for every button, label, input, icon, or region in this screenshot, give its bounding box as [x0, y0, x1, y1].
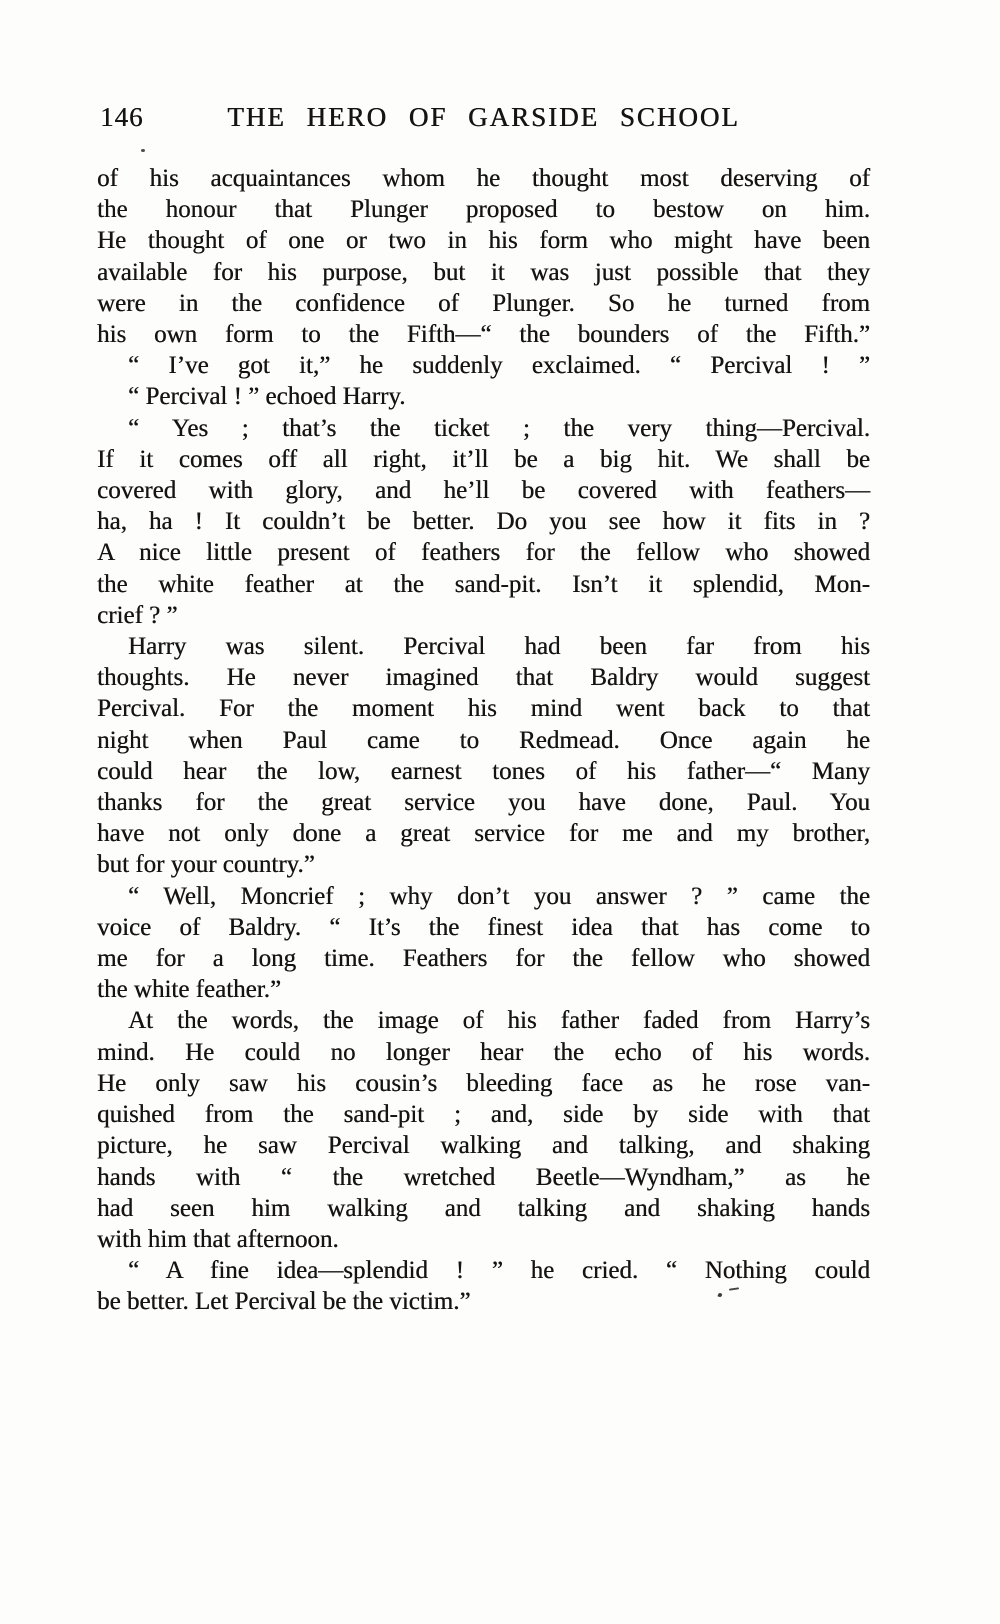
paragraph	[97, 381, 870, 412]
paragraph	[97, 631, 870, 881]
text-line: hands with “ the wretched Beetle—Wyndham,” as he	[97, 1163, 870, 1191]
text-line: “ A fine idea—splendid ! ” he cried. “ Nothing could	[128, 1257, 870, 1285]
text-line: available for his purpose, but it was just possible that they	[97, 258, 870, 286]
text-line: thoughts. He never imagined that Baldry would suggest	[97, 664, 870, 692]
text-line: crief ? ”	[97, 601, 178, 629]
text-line: Harry was silent. Percival had been far from his	[128, 633, 870, 661]
text-line: of his acquaintances whom he thought most deserving of	[97, 165, 870, 192]
text-line: A nice little present of feathers for the fellow who showed	[97, 539, 870, 567]
paragraph	[97, 881, 870, 1006]
text-line: At the words, the image of his father faded from Harry’s	[128, 1007, 870, 1035]
paragraph	[97, 1255, 870, 1317]
text-block	[97, 101, 870, 1318]
text-line: covered with glory, and he’ll be covered with feathers—	[97, 477, 870, 505]
text-line: quished from the sand-pit ; and, side by side with that	[97, 1101, 870, 1129]
text-line: be better. Let Percival be the victim.”	[97, 1288, 471, 1316]
text-line: were in the confidence of Plunger. So he turned from	[97, 289, 870, 317]
running-title: THE HERO OF GARSIDE SCHOOL	[227, 102, 740, 132]
paragraph	[97, 1005, 870, 1255]
paragraph	[97, 163, 870, 350]
paragraph	[97, 413, 870, 631]
page-header	[97, 101, 870, 134]
text-line: me for a long time. Feathers for the fellow who showed	[97, 945, 870, 973]
text-line: the white feather.”	[97, 976, 281, 1004]
text-line: his own form to the Fifth—“ the bounders of the Fifth.”	[97, 321, 870, 349]
text-line: the white feather at the sand-pit. Isn’t it splendid, Mon-	[97, 570, 870, 598]
text-line: had seen him walking and talking and shaking hands	[97, 1194, 870, 1222]
text-line: picture, he saw Percival walking and talking, and shaking	[97, 1132, 870, 1160]
text-line: He thought of one or two in his form who might have been	[97, 227, 870, 255]
body-text	[97, 163, 870, 1318]
text-line: “ Well, Moncrief ; why don’t you answer ? ” came the	[128, 882, 870, 910]
text-line: but for your country.”	[97, 851, 315, 879]
text-line: “ I’ve got it,” he suddenly exclaimed. “ Percival ! ”	[128, 352, 870, 380]
text-line: If it comes off all right, it’ll be a big hit. We shall be	[97, 445, 870, 473]
text-line: night when Paul came to Redmead. Once again he	[97, 726, 870, 754]
text-line: voice of Baldry. “ It’s the finest idea that has come to	[97, 913, 870, 941]
text-line: the honour that Plunger proposed to bestow on him.	[97, 196, 870, 224]
text-line: thanks for the great service you have done, Paul. You	[97, 789, 870, 817]
text-line: Percival. For the moment his mind went back to that	[97, 695, 870, 723]
text-line: mind. He could no longer hear the echo of his words.	[97, 1038, 870, 1066]
paragraph	[97, 350, 870, 381]
text-line: could hear the low, earnest tones of his father—“ Many	[97, 757, 870, 785]
text-line: “ Yes ; that’s the ticket ; the very thing—Percival.	[128, 414, 870, 442]
page-number: 146	[100, 102, 144, 132]
text-line: with him that afternoon.	[97, 1225, 339, 1253]
text-line: have not only done a great service for me and my brother,	[97, 820, 870, 848]
text-line: “ Percival ! ” echoed Harry.	[128, 383, 406, 411]
text-line: ha, ha ! It couldn’t be better. Do you see how it fits in ?	[97, 508, 870, 536]
text-line: He only saw his cousin’s bleeding face as he rose van-	[97, 1069, 870, 1097]
